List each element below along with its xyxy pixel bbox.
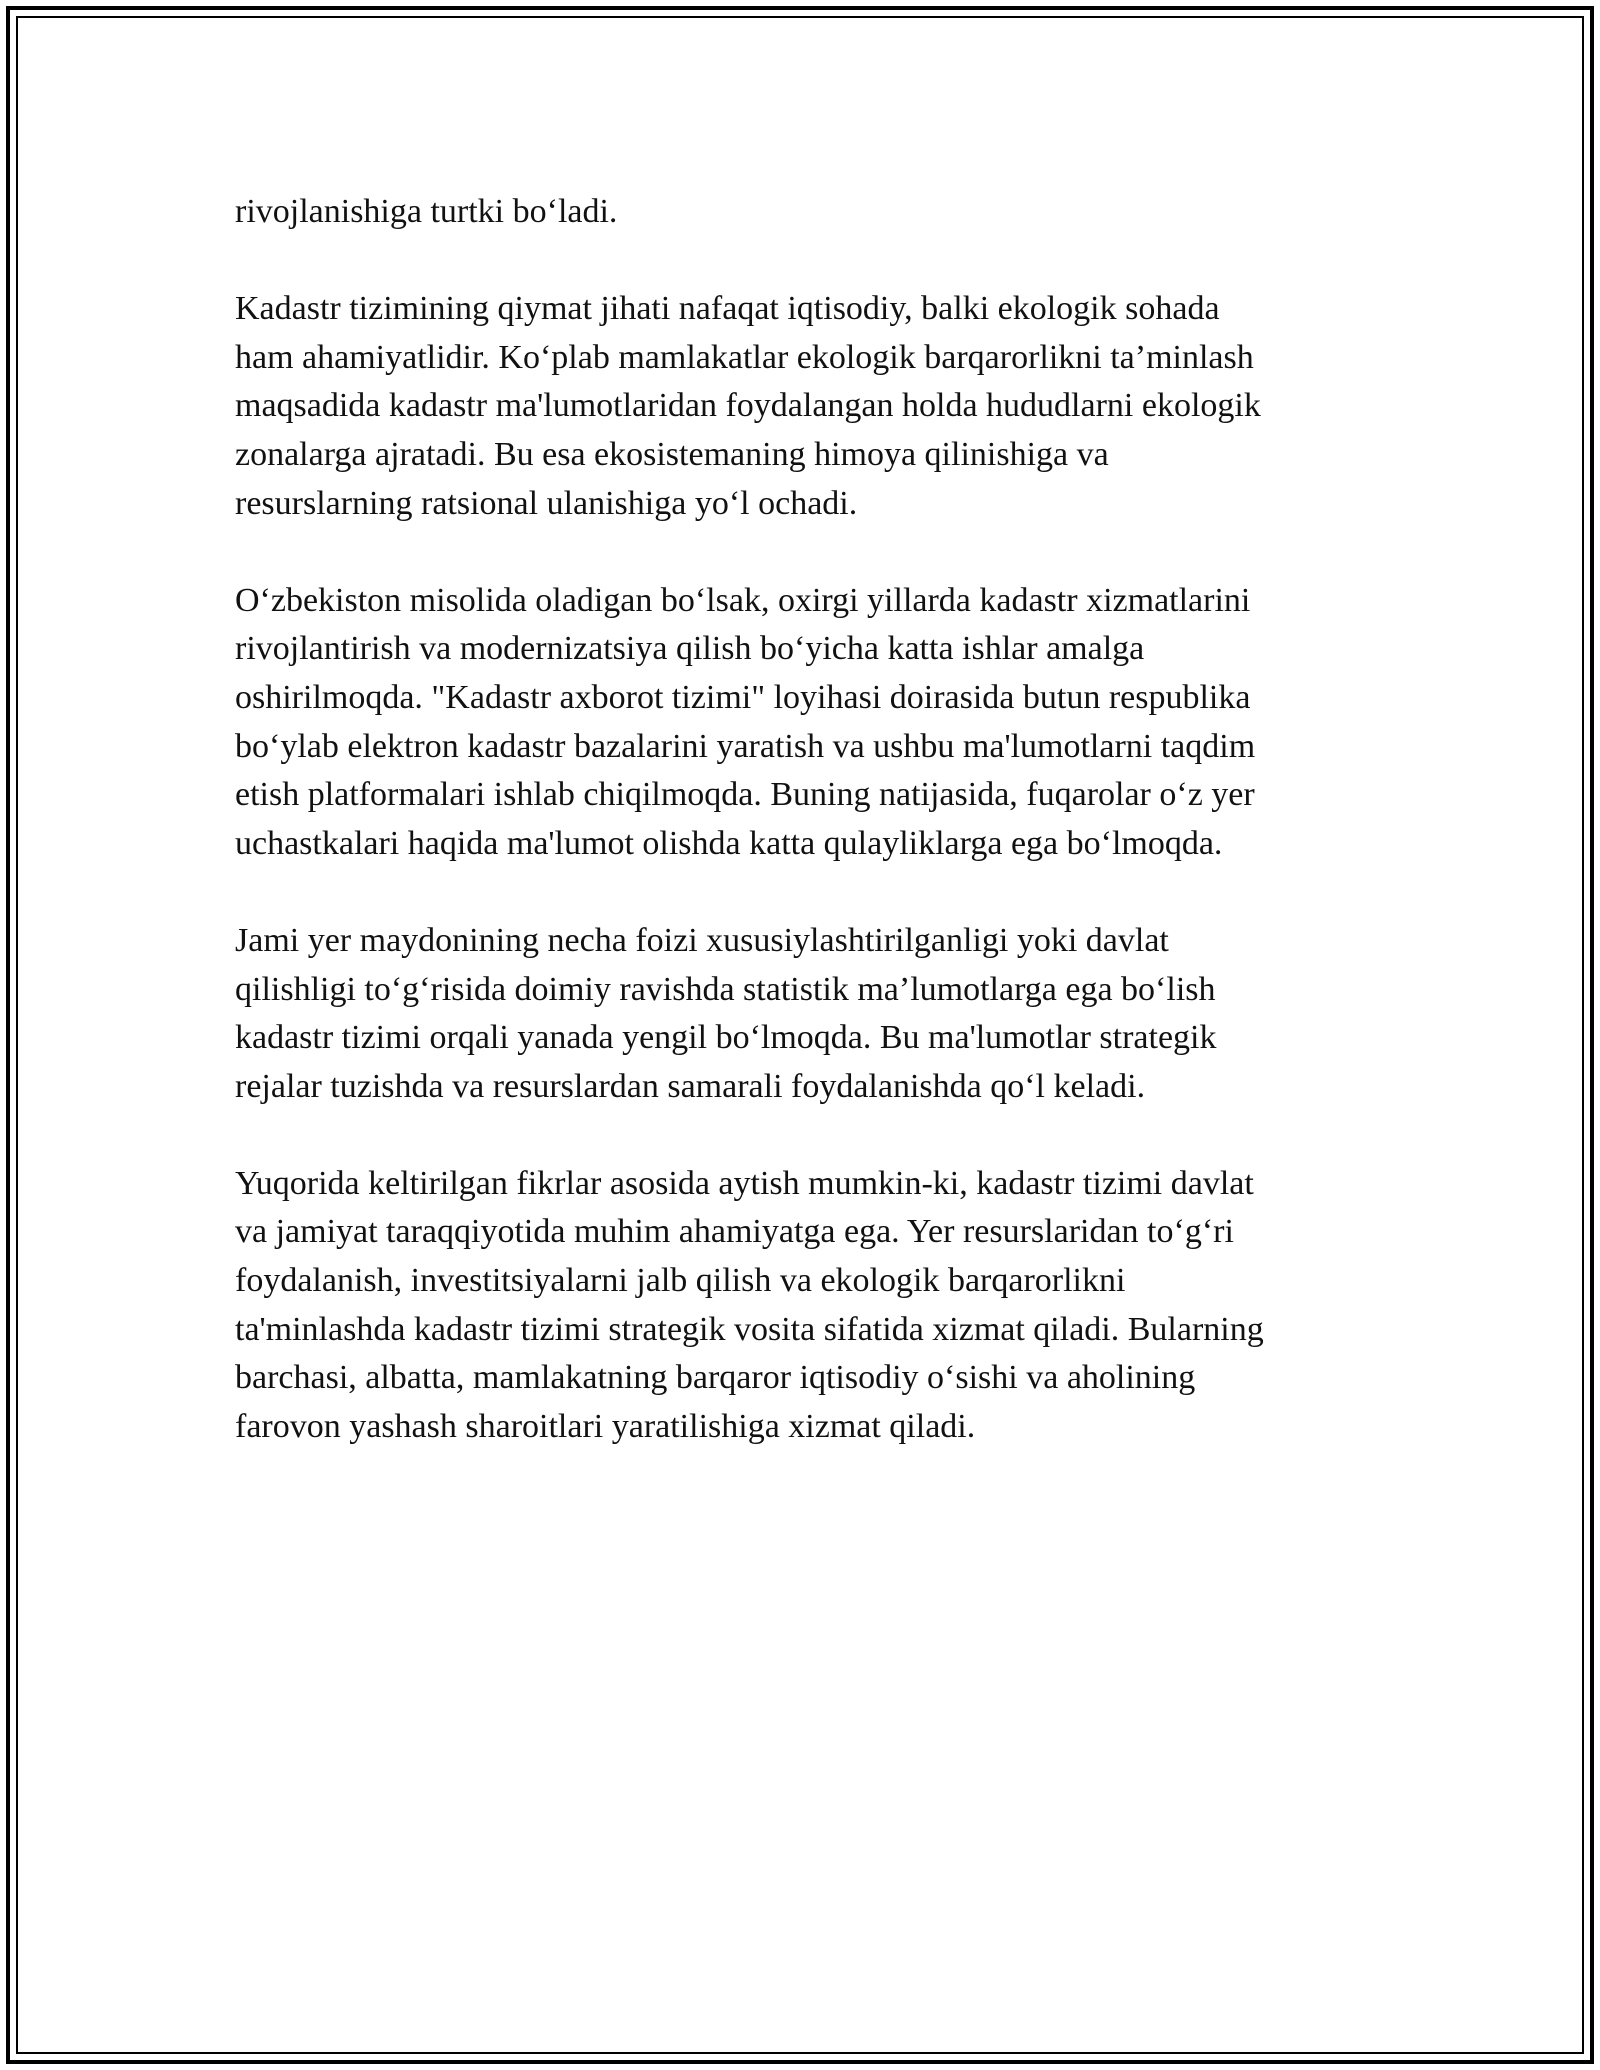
paragraph-2: Kadastr tizimining qiymat jihati nafaqat iqtisodiy, balki ekologik sohada ham ahamiyatlidir. Koʻplab mamlakatlar ekologik barqarorlikni ta’minlash maqsadida kadastr ma'lumotlaridan foydalangan holda hududlarni ekologik zonalarga ajratadi. Bu esa ekosistemaning himoya qilinishiga va resurslarning ratsional ulanishiga yoʻl ochadi. <box>235 290 1261 522</box>
paragraph-3: Oʻzbekiston misolida oladigan boʻlsak, oxirgi yillarda kadastr xizmatlarini rivojlantirish va modernizatsiya qilish boʻyicha katta ishlar amalga oshirilmoqda. "Kadastr axborot tizimi" loyihasi doirasida butun respublika boʻylab elektron kadastr bazalarini yaratish va ushbu ma'lumotlarni taqdim etish platformalari ishlab chiqilmoqda. Buning natijasida, fuqarolar oʻz yer uchastkalari haqida ma'lumot olishda katta qulayliklarga ega boʻlmoqda. <box>235 581 1256 862</box>
paragraph-1: rivojlanishiga turtki boʻladi. <box>235 193 618 230</box>
paragraph-4: Jami yer maydonining necha foizi xususiylashtirilganligi yoki davlat qilishligi toʻgʻrisida doimiy ravishda statistik ma’lumotlarga ega boʻlish kadastr tizimi orqali yanada yengil boʻlmoqda. Bu ma'lumotlar strategik rejalar tuzishda va resurslardan samarali foydalanishda qoʻl keladi. <box>235 921 1217 1105</box>
paragraph-5: Yuqorida keltirilgan fikrlar asosida aytish mumkin-ki, kadastr tizimi davlat va jamiyat taraqqiyotida muhim ahamiyatga ega. Yer resurslaridan toʻgʻri foydalanish, investitsiyalarni jalb qilish va ekologik barqarorlikni ta'minlashda kadastr tizimi strategik vosita sifatida xizmat qiladi. Bularning barchasi, albatta, mamlakatning barqaror iqtisodiy oʻsishi va aholining farovon yashash sharoitlari yaratilishiga xizmat qiladi. <box>235 1164 1264 1445</box>
document-body <box>235 188 1365 1500</box>
